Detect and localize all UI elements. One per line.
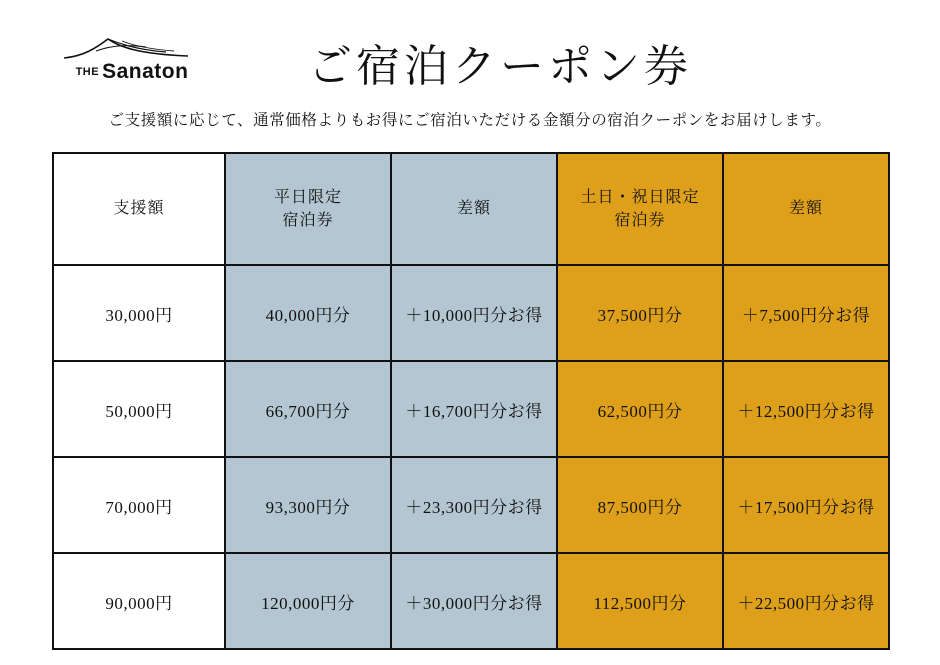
cell-weekend-difference: ＋7,500円分お得	[723, 265, 889, 361]
coupon-table	[52, 152, 890, 650]
cell-weekday-difference: ＋10,000円分お得	[391, 265, 557, 361]
header-weekday-difference	[391, 153, 557, 265]
cell-weekday-difference: ＋16,700円分お得	[391, 361, 557, 457]
cell-weekday-coupon: 93,300円分	[225, 457, 391, 553]
header-weekday-coupon	[225, 153, 391, 265]
cell-weekend-coupon: 62,500円分	[557, 361, 723, 457]
table-row	[53, 457, 889, 553]
cell-support-amount: 30,000円	[53, 265, 225, 361]
table-row	[53, 361, 889, 457]
table-header-row	[53, 153, 889, 265]
cell-support-amount: 70,000円	[53, 457, 225, 553]
cell-support-amount: 90,000円	[53, 553, 225, 649]
header-weekend-coupon-line2: 宿泊券	[614, 212, 666, 229]
page-subtitle: ご支援額に応じて、通常価格よりもお得にご宿泊いただける金額分の宿泊クーポンをお届けします。	[108, 112, 832, 129]
table-row	[53, 553, 889, 649]
table-row	[53, 265, 889, 361]
table-header-row-group	[53, 153, 889, 265]
table-body	[53, 265, 889, 649]
cell-weekday-coupon: 120,000円分	[225, 553, 391, 649]
page-title: ご宿泊クーポン券	[308, 42, 692, 91]
cell-weekday-coupon: 40,000円分	[225, 265, 391, 361]
cell-weekend-coupon: 87,500円分	[557, 457, 723, 553]
header-weekend-coupon	[557, 153, 723, 265]
header-weekend-coupon-line1: 土日・祝日限定	[580, 188, 700, 206]
cell-weekday-coupon: 66,700円分	[225, 361, 391, 457]
header-weekday-difference-label: 差額	[456, 200, 491, 218]
cell-weekday-difference: ＋23,300円分お得	[391, 457, 557, 553]
header-weekend-difference-label: 差額	[788, 200, 823, 218]
brand-name: Sanaton	[102, 60, 189, 83]
header-weekend-difference	[723, 153, 889, 265]
cell-weekend-coupon: 37,500円分	[557, 265, 723, 361]
header-support-amount-label: 支援額	[113, 200, 165, 218]
header-weekday-coupon-line2: 宿泊券	[282, 212, 334, 229]
cell-weekend-coupon: 112,500円分	[557, 553, 723, 649]
cell-weekend-difference: ＋22,500円分お得	[723, 553, 889, 649]
cell-weekend-difference: ＋17,500円分お得	[723, 457, 889, 553]
coupon-table-container	[52, 152, 888, 650]
header-support-amount	[53, 153, 225, 265]
cell-support-amount: 50,000円	[53, 361, 225, 457]
cell-weekend-difference: ＋12,500円分お得	[723, 361, 889, 457]
cell-weekday-difference: ＋30,000円分お得	[391, 553, 557, 649]
brand-prefix: THE	[75, 66, 100, 78]
header-weekday-coupon-line1: 平日限定	[273, 188, 342, 206]
document-header	[0, 0, 940, 110]
